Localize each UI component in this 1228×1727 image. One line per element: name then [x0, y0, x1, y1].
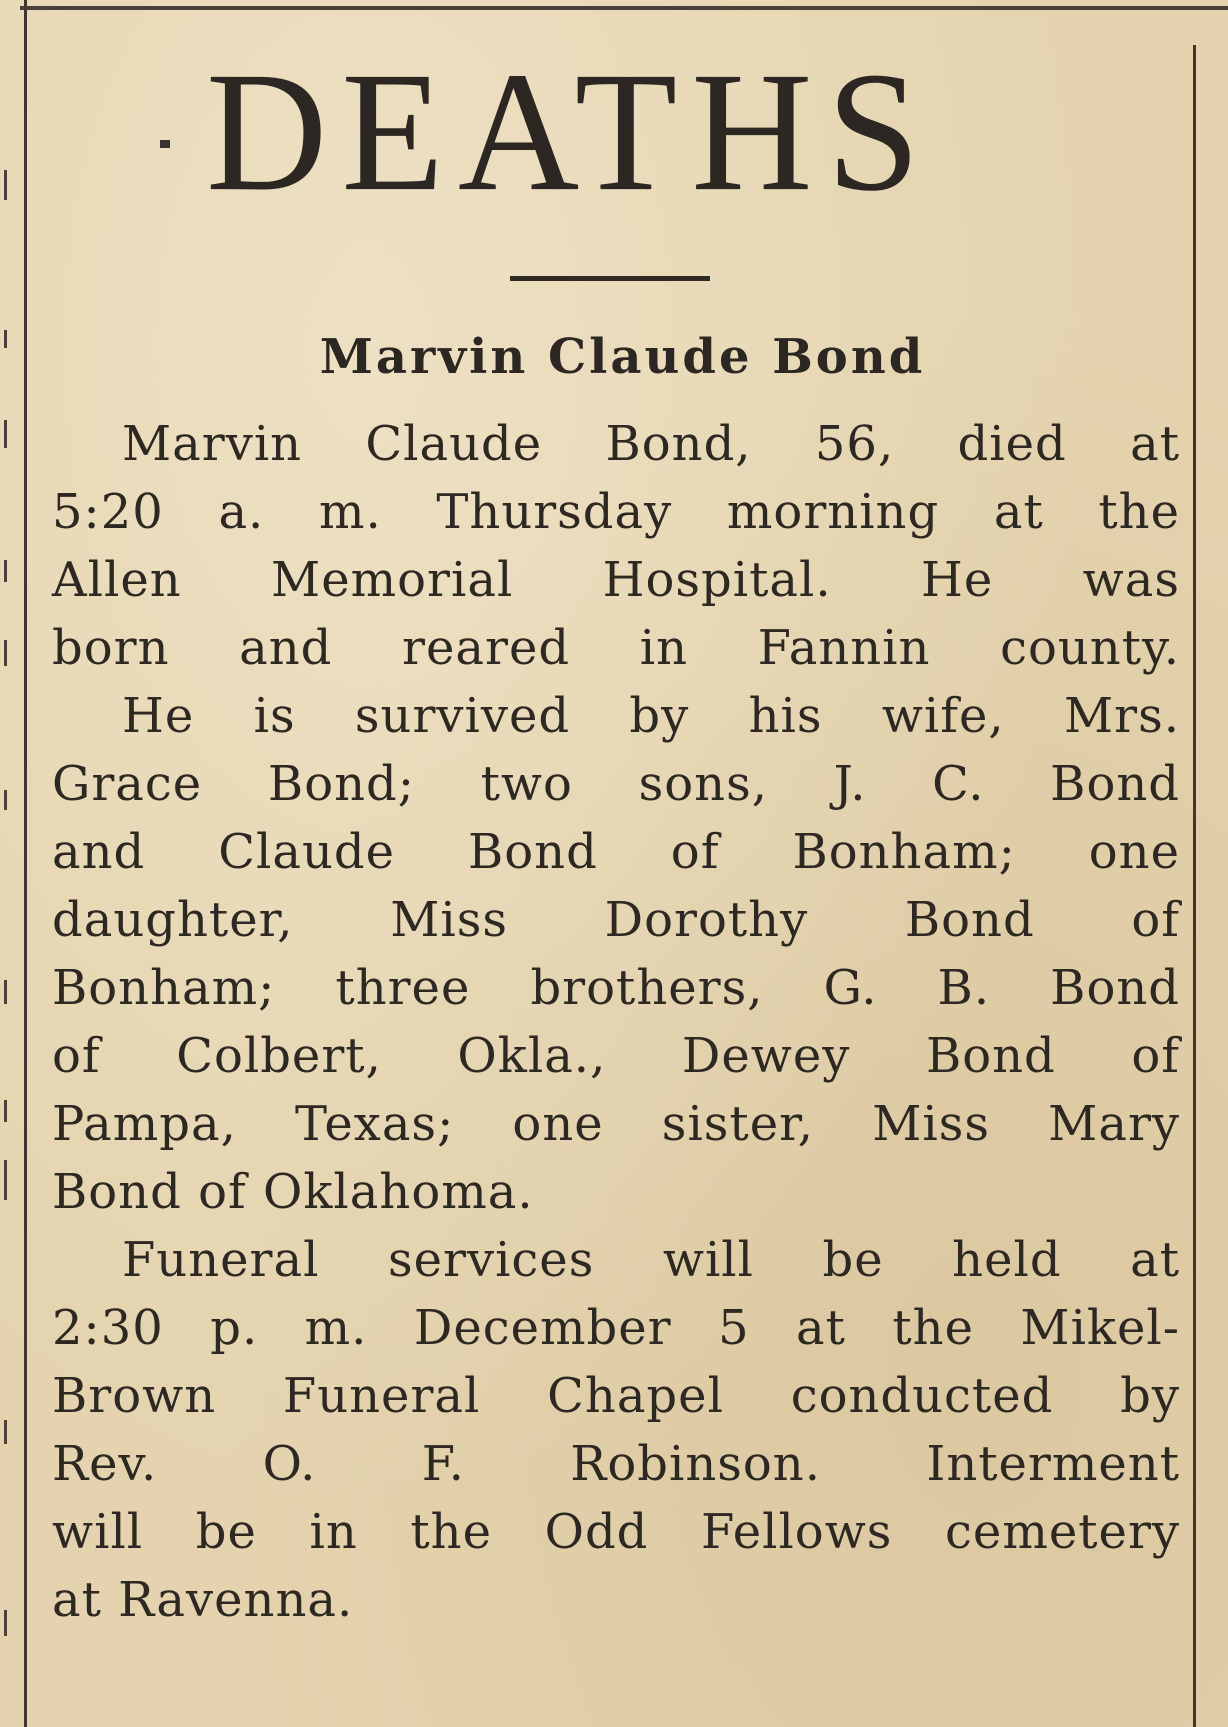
obituary-line: 2:30 p. m. December 5 at the Mikel- [52, 1300, 1180, 1356]
obituary-line: Allen Memorial Hospital. He was [52, 552, 1180, 608]
obituary-line: Bonham; three brothers, G. B. Bond [52, 960, 1180, 1016]
obituary-line: Funeral services will be held at [122, 1232, 1180, 1288]
obituary-line: Pampa, Texas; one sister, Miss Mary [52, 1096, 1180, 1152]
obituary-name: Marvin Claude Bond [319, 329, 926, 385]
heading-divider [510, 276, 710, 281]
obituary-line: daughter, Miss Dorothy Bond of [52, 892, 1180, 948]
obituary-line: Brown Funeral Chapel conducted by [52, 1368, 1180, 1424]
obituary-line: will be in the Odd Fellows cemetery [52, 1504, 1180, 1560]
adjacent-column-fragments [0, 0, 20, 1727]
left-column-rule [24, 0, 27, 1727]
obituary-line: Rev. O. F. Robinson. Interment [52, 1436, 1180, 1492]
obituary-line: He is survived by his wife, Mrs. [122, 688, 1180, 744]
top-column-rule [20, 6, 1228, 10]
obituary-line: born and reared in Fannin county. [52, 620, 1180, 676]
section-heading: DEATHS [205, 37, 935, 227]
obituary-body [52, 410, 1180, 1634]
obituary-line: at Ravenna. [52, 1572, 354, 1628]
obituary-line: Grace Bond; two sons, J. C. Bond [52, 756, 1180, 812]
obituary-line: Bond of Oklahoma. [52, 1164, 534, 1220]
obituary-line: 5:20 a. m. Thursday morning at the [52, 484, 1180, 540]
obituary-line: Marvin Claude Bond, 56, died at [122, 416, 1180, 472]
obituary-line: of Colbert, Okla., Dewey Bond of [52, 1028, 1180, 1084]
obituary-line: and Claude Bond of Bonham; one [52, 824, 1180, 880]
right-column-rule [1193, 45, 1196, 1727]
